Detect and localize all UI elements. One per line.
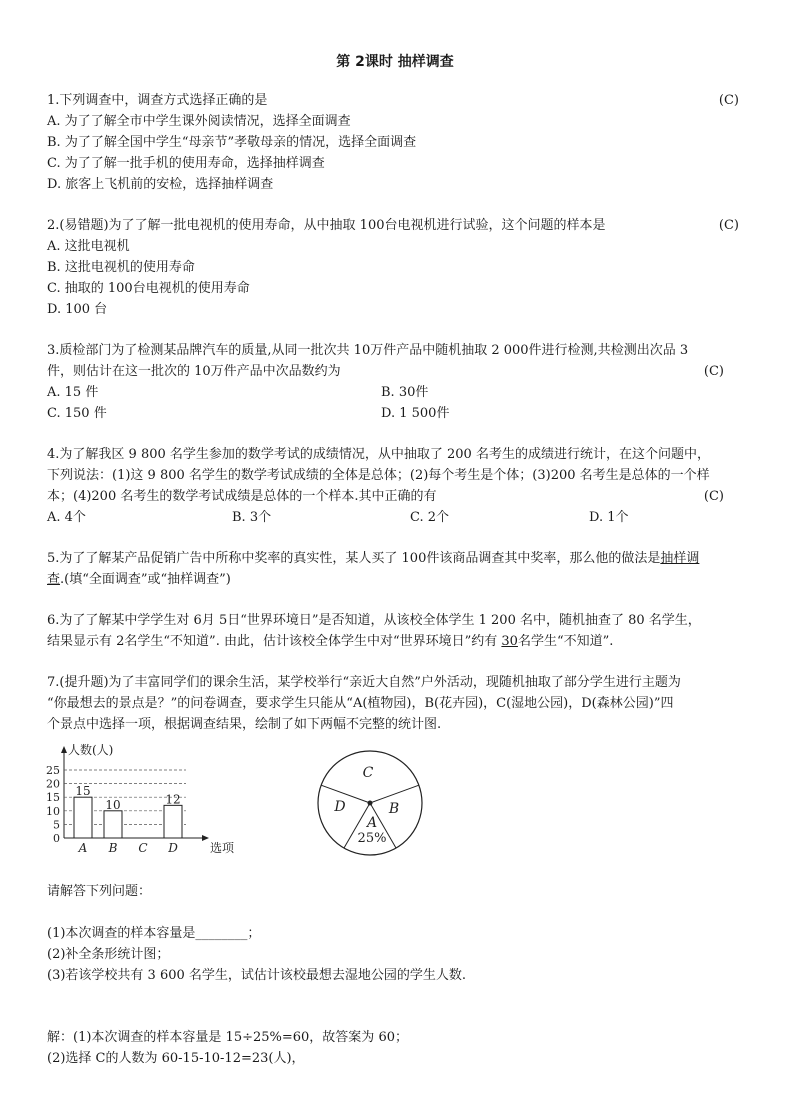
q3-option-c: C. 150 件	[47, 406, 107, 421]
q6-line2-text: 结果显示有 2名学生“不知道”. 由此，估计该校全体学生中对“世界环境日”约有	[47, 634, 502, 649]
pie-center-dot	[368, 801, 373, 806]
q2-stem: 2.(易错题)为了了解一批电视机的使用寿命，从中抽取 100台电视机进行试验，这个问题的样本是	[47, 218, 606, 233]
y-tick-label: 20	[46, 777, 60, 791]
y-tick-label: 5	[53, 818, 60, 832]
q4-line2: 下列说法：(1)这 9 800 名学生的数学考试成绩的全体是总体；(2)每个考生是个体；(3)200 名考生是总体的一个样	[47, 468, 710, 483]
q2-option-a: A. 这批电视机	[47, 239, 130, 254]
sub-question-3: (3)若该学校共有 3 600 名学生，试估计该校最想去湿地公园的学生人数.	[47, 968, 467, 983]
x-tick-label: B	[108, 841, 118, 855]
page-title: 第 2课时 抽样调查	[336, 54, 454, 70]
bar	[164, 805, 182, 838]
q1-option-d: D. 旅客上飞机前的安检，选择抽样调查	[47, 177, 274, 192]
sub-question-1: (1)本次调查的样本容量是________；	[47, 926, 261, 941]
pie-slice-name: A	[366, 815, 378, 831]
y-tick-label: 25	[46, 764, 60, 777]
q6-line1: 6.为了了解某中学学生对 6月 5日“世界环境日”是否知道，从该校全体学生 1 200 名中，随机抽查了 80 名学生，	[47, 613, 701, 628]
q5-line2	[47, 571, 231, 589]
pie-slice-name: C	[362, 765, 374, 781]
bar-value-label: 10	[105, 797, 121, 812]
bar-value-label: 15	[75, 784, 91, 799]
q7-line2: “你最想去的景点是？”的问卷调查，要求学生只能从“A(植物园)，B(花卉园)，C(湿地公园)，D(森林公园)”四	[47, 696, 674, 711]
q3-option-b: B. 30件	[381, 385, 429, 400]
q1-stem: 1.下列调查中，调查方式选择正确的是	[47, 93, 268, 108]
bar-value-label: 12	[165, 792, 181, 807]
q2-option-c: C. 抽取的 100台电视机的使用寿命	[47, 281, 250, 296]
y-axis-arrow	[61, 746, 67, 753]
pie-slice-name: D	[334, 799, 346, 815]
bar-chart	[40, 740, 235, 860]
q4-option-c: C. 2个	[410, 510, 450, 525]
x-axis-arrow	[202, 835, 209, 841]
q5-line2-text: .(填“全面调查”或“抽样调查”)	[60, 572, 231, 587]
q2-option-b: B. 这批电视机的使用寿命	[47, 260, 195, 275]
q1-option-c: C. 为了了解一批手机的使用寿命，选择抽样调查	[47, 156, 325, 171]
bar	[74, 797, 92, 838]
q1-option-b: B. 为了了解全国中学生“母亲节”孝敬母亲的情况，选择全面调查	[47, 135, 417, 150]
x-tick-label: A	[78, 841, 88, 855]
q5-answer-part1: 抽样调	[660, 551, 700, 566]
q4-answer: (C)	[703, 489, 724, 504]
q6-line2-tail: 名学生“不知道”.	[517, 634, 614, 649]
q2-answer: (C)	[718, 218, 739, 233]
q6-answer: 30	[501, 634, 518, 649]
q5-answer-part2: 查	[47, 572, 61, 587]
questions-intro: 请解答下列问题：	[47, 884, 152, 899]
q3-line1: 3.质检部门为了检测某品牌汽车的质量,从同一批次共 10万件产品中随机抽取 2 000件进行检测,共检测出次品 3	[47, 343, 689, 358]
q4-line1: 4.为了解我区 9 800 名学生参加的数学考试的成绩情况，从中抽取了 200 名考生的成绩进行统计，在这个问题中，	[47, 447, 710, 462]
q6-line2	[47, 633, 613, 651]
pie-slice-name: B	[388, 801, 400, 817]
q5-line1	[47, 550, 699, 568]
pie-slice-percent: 25%	[357, 831, 387, 846]
q7-line1: 7.(提升题)为了丰富同学们的课余生活，某学校举行“亲近大自然”户外活动，现随机抽取了部分学生进行主题为	[47, 675, 681, 690]
q4-line3: 本；(4)200 名考生的数学考试成绩是总体的一个样本.其中正确的有	[47, 489, 437, 504]
x-axis-label: 选项	[210, 841, 235, 855]
q3-answer: (C)	[703, 364, 724, 379]
q1-answer: (C)	[718, 93, 739, 108]
q3-option-d: D. 1 500件	[381, 406, 450, 421]
y-tick-label: 15	[46, 791, 60, 805]
y-axis-label: 人数(人)	[68, 743, 114, 757]
q4-option-a: A. 4个	[47, 510, 86, 525]
q7-line3: 个景点中选择一项，根据调查结果，绘制了如下两幅不完整的统计图.	[47, 717, 442, 732]
q3-line2: 件，则估计在这一批次的 10万件产品中次品数约为	[47, 364, 341, 379]
bar	[104, 811, 122, 838]
q4-option-b: B. 3个	[232, 510, 272, 525]
q3-option-a: A. 15 件	[47, 385, 99, 400]
y-tick-label: 0	[53, 832, 60, 845]
sub-question-2: (2)补全条形统计图；	[47, 947, 170, 962]
pie-chart	[310, 745, 430, 865]
solution-line1: 解：(1)本次调查的样本容量是 15÷25%=60，故答案为 60；	[47, 1030, 408, 1045]
q4-option-d: D. 1个	[589, 510, 629, 525]
x-tick-label: C	[138, 841, 148, 855]
x-tick-label: D	[168, 841, 178, 855]
q1-option-a: A. 为了了解全市中学生课外阅读情况，选择全面调查	[47, 114, 351, 129]
q5-line1-text: 5.为了了解某产品促销广告中所称中奖率的真实性，某人买了 100件该商品调查其中奖率，那么他的做法是	[47, 551, 661, 566]
y-tick-label: 10	[46, 804, 60, 818]
q2-option-d: D. 100 台	[47, 302, 108, 317]
solution-line2: (2)选择 C的人数为 60-15-10-12=23(人)，	[47, 1051, 305, 1066]
